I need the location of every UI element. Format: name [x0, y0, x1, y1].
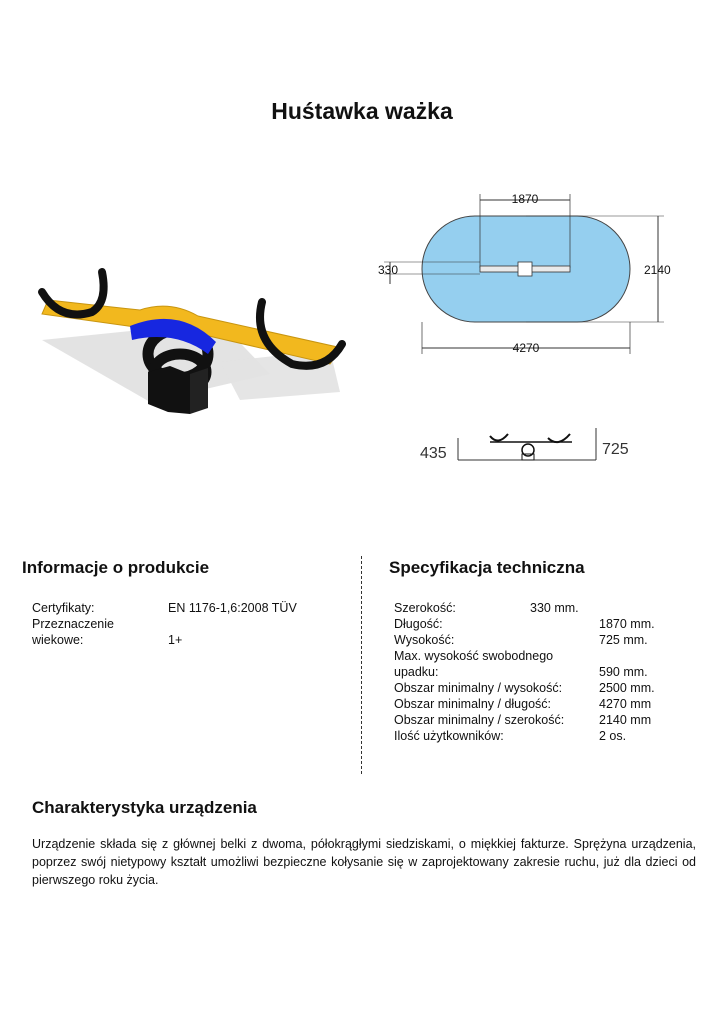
spec-value: 590 mm.: [599, 665, 648, 679]
info-row: [32, 600, 352, 616]
spec-label: Obszar minimalny / wysokość:: [394, 681, 563, 695]
spec-heading: Specyfikacja techniczna: [389, 558, 585, 577]
spec-row: [394, 664, 694, 680]
spec-row: [394, 632, 694, 648]
spec-label: Wysokość:: [394, 633, 455, 647]
page-title: Huśtawka ważka: [271, 98, 453, 124]
side-dim-left: 435: [420, 445, 447, 462]
info-value: 1+: [168, 633, 183, 647]
description-heading: Charakterystyka urządzenia: [32, 798, 257, 817]
spec-value: 2140 mm: [599, 713, 652, 727]
spec-value: 330 mm.: [530, 601, 579, 615]
info-heading: Informacje o produkcie: [22, 558, 210, 577]
dim-left-label: 330: [378, 263, 399, 277]
spec-row: [394, 712, 694, 728]
spec-value: 725 mm.: [599, 633, 648, 647]
side-view-drawing: [410, 424, 650, 470]
spec-list: [394, 600, 694, 744]
info-label: Certyfikaty:: [32, 601, 95, 615]
spec-label: Obszar minimalny / szerokość:: [394, 713, 565, 727]
info-row: [32, 616, 352, 632]
spec-label: Obszar minimalny / długość:: [394, 697, 552, 711]
seesaw-top: [518, 262, 532, 276]
spec-label: Ilość użytkowników:: [394, 729, 504, 743]
base: [190, 368, 208, 414]
spec-row: [394, 600, 694, 616]
top-view-plan-drawing: [370, 188, 690, 368]
info-label: Przeznaczenie: [32, 617, 114, 631]
dim-bottom-label: 4270: [512, 341, 540, 355]
info-label: wiekowe:: [32, 633, 84, 647]
info-value: EN 1176-1,6:2008 TÜV: [168, 601, 297, 615]
side-dim-right: 725: [602, 441, 629, 458]
side-handle: [548, 434, 570, 442]
dim-right-label: 2140: [644, 263, 671, 277]
info-list: [32, 600, 352, 648]
spec-value: 2 os.: [599, 729, 627, 743]
spec-label: Szerokość:: [394, 601, 456, 615]
info-row: [32, 632, 352, 648]
spec-row: [394, 648, 694, 664]
spec-label: Długość:: [394, 617, 443, 631]
side-handle: [490, 434, 508, 441]
dim-top-label: 1870: [511, 192, 539, 206]
spec-label: upadku:: [394, 665, 439, 679]
spec-row: [394, 616, 694, 632]
base: [148, 366, 190, 414]
spec-value: 1870 mm.: [599, 617, 655, 631]
spec-row: [394, 728, 694, 744]
spec-value: 4270 mm: [599, 697, 652, 711]
seesaw-product-image: [30, 262, 360, 422]
spec-row: [394, 696, 694, 712]
column-divider: [361, 556, 362, 774]
spec-row: [394, 680, 694, 696]
spec-label: Max. wysokość swobodnego: [394, 649, 554, 663]
spec-value: 2500 mm.: [599, 681, 655, 695]
description-text: Urządzenie składa się z głównej belki z dwoma, półokrągłymi siedziskami, o miękkiej fakturze. Sprężyna urządzenia, poprzez swój nietypowy kształt umożliwi bezpieczne kołysanie się w zaprojektowany zakresie ruchu, już dla dzieci od pierwszego roku życia.: [32, 837, 696, 887]
